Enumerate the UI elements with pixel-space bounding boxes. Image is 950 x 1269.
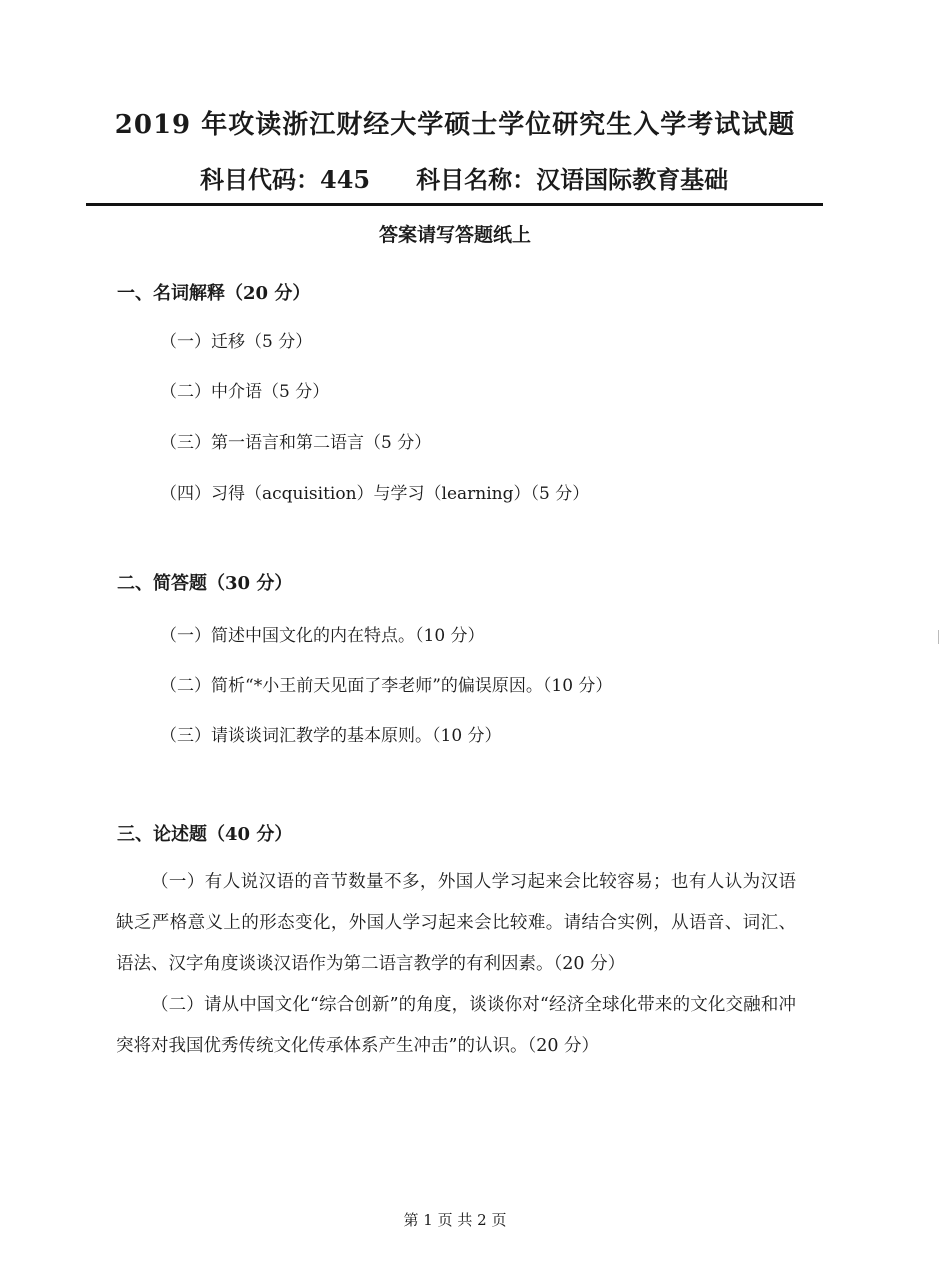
question-item: （三）请谈谈词汇教学的基本原则。（10 分） <box>160 726 502 746</box>
footer-of-label: 页 共 <box>437 1211 473 1229</box>
section-heading-2: 二、简答题（30 分） <box>117 573 293 594</box>
header-divider <box>86 203 823 206</box>
question-item: （二）简析“*小王前天见面了李老师”的偏误原因。（10 分） <box>160 676 613 696</box>
subject-line <box>200 160 728 195</box>
section-heading-1: 一、名词解释（20 分） <box>117 283 311 304</box>
question-item: （一）迁移（5 分） <box>160 332 313 352</box>
question-item: （四）习得（acquisition）与学习（learning）（5 分） <box>160 484 590 504</box>
subject-name: 汉语国际教育基础 <box>536 165 729 194</box>
footer-page-number: 1 <box>423 1211 433 1229</box>
subject-code: 445 <box>320 165 371 194</box>
footer-end-label: 页 <box>491 1211 507 1229</box>
exam-title: 2019 年攻读浙江财经大学硕士学位研究生入学考试试题 <box>114 110 796 140</box>
answer-note: 答案请写答题纸上 <box>378 224 531 246</box>
essay-questions <box>116 862 796 1067</box>
scan-mark <box>938 630 939 644</box>
footer-page-label: 第 <box>403 1211 419 1229</box>
subject-name-label: 科目名称： <box>416 165 537 194</box>
page-footer <box>0 1209 910 1230</box>
subject-code-label: 科目代码： <box>200 165 320 194</box>
footer-total-pages: 2 <box>477 1211 487 1229</box>
section-heading-3: 三、论述题（40 分） <box>117 824 293 845</box>
question-item: （三）第一语言和第二语言（5 分） <box>160 433 432 453</box>
question-item: （二）中介语（5 分） <box>160 382 330 402</box>
essay-paragraph: （一）有人说汉语的音节数量不多，外国人学习起来会比较容易；也有人认为汉语缺乏严格意义上的形态变化，外国人学习起来会比较难。请结合实例，从语音、词汇、语法、汉字角度谈谈汉语作为第二语言教学的有利因素。（20 分） <box>116 872 796 974</box>
essay-paragraph: （二）请从中国文化“综合创新”的角度，谈谈你对“经济全球化带来的文化交融和冲突将对我国优秀传统文化传承体系产生冲击”的认识。（20 分） <box>116 995 796 1056</box>
question-item: （一）简述中国文化的内在特点。（10 分） <box>160 626 485 646</box>
